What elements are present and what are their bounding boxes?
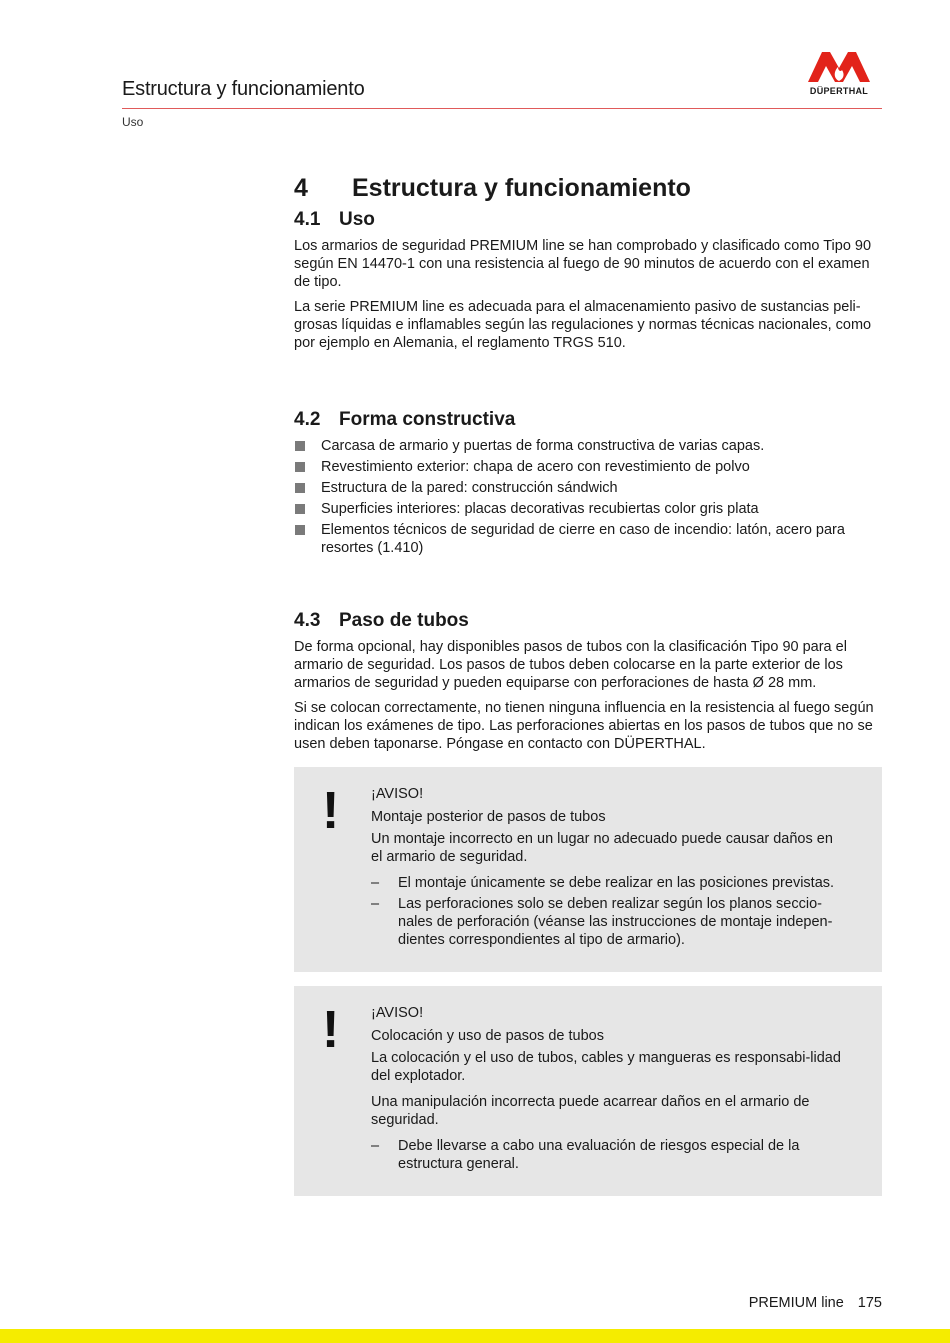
footer-product: PREMIUM line [748,1295,844,1311]
section-heading-forma-constructiva [294,409,882,431]
chapter-title: Estructura y funcionamiento [352,174,691,202]
section-heading-paso-de-tubos [294,610,882,632]
exclamation-icon: ! [322,1001,340,1059]
duperthal-logo [800,48,878,100]
section-title: Uso [339,209,375,230]
flame-logo-icon [800,48,878,84]
paragraph: Los armarios de seguridad PREMIUM line se han comprobado y clasificado como Tipo 90 según EN 14470-1 con una resistencia al fuego de 90 minutos de acuerdo con el examen de tipo. [294,238,872,290]
notice-label: ¡AVISO! [371,1005,424,1021]
page-number: 175 [857,1295,882,1311]
section-title: Forma constructiva [339,409,516,430]
dash-bullet: – [371,875,380,891]
list-item: Estructura de la pared: construcción sándwich [294,479,882,497]
section-heading-uso [294,209,882,231]
chapter-number: 4 [294,174,308,202]
bullet-list [294,437,882,557]
square-bullet-icon [295,483,305,493]
section-number: 4.3 [294,610,321,631]
footer-color-bar [0,1329,950,1343]
exclamation-icon: ! [322,782,340,840]
notice-paragraph: La colocación y el uso de tubos, cables y mangueras es responsabi-lidad del explotador. [371,1050,841,1084]
header-title: Estructura y funcionamiento [122,78,365,100]
notice-paragraph: Una manipulación incorrecta puede acarrear daños en el armario de seguridad. [371,1094,810,1128]
square-bullet-icon [295,441,305,451]
notice-subtitle: Colocación y uso de pasos de tubos [371,1028,604,1044]
header-subtitle: Uso [122,115,144,129]
list-item: – Debe llevarse a cabo una evaluación de riesgos especial de la estructura general. [371,1138,800,1172]
dash-bullet: – [371,896,380,912]
list-item: Superficies interiores: placas decorativas recubiertas color gris plata [294,500,882,518]
notice-paragraph: Un montaje incorrecto en un lugar no adecuado puede causar daños en el armario de seguridad. [371,831,833,865]
list-item: Elementos técnicos de seguridad de cierre en caso de incendio: latón, acero para resortes (1.410) [294,521,882,557]
paragraph: De forma opcional, hay disponibles pasos de tubos con la clasificación Tipo 90 para el armario de seguridad. Los pasos de tubos deben colocarse en la parte exterior de los armarios de seguridad y pueden equiparse con perforaciones de hasta Ø 28 mm. [294,639,847,691]
list-item: – El montaje únicamente se debe realizar en las posiciones previstas. [371,875,835,891]
section-number: 4.2 [294,409,321,430]
notice-subtitle: Montaje posterior de pasos de tubos [371,809,606,825]
list-item: Carcasa de armario y puertas de forma constructiva de varias capas. [294,437,882,455]
dash-list [371,874,842,949]
paragraph: Si se colocan correctamente, no tienen ninguna influencia en la resistencia al fuego según indican los exámenes de tipo. Las perforaciones abiertas en los pasos de tubos que no se usen deben taponarse. Póngase en contacto con DÜPERTHAL. [294,700,874,752]
square-bullet-icon [295,504,305,514]
square-bullet-icon [295,525,305,535]
dash-bullet: – [371,1138,380,1154]
list-item: Revestimiento exterior: chapa de acero con revestimiento de polvo [294,458,882,476]
notice-label: ¡AVISO! [371,786,424,802]
square-bullet-icon [295,462,305,472]
dash-list [371,1137,842,1173]
header-divider [122,108,882,109]
section-number: 4.1 [294,209,321,230]
list-item: – Las perforaciones solo se deben realizar según los planos seccio-nales de perforación (véanse las instrucciones de montaje indepen-dientes correspondientes al tipo de armario). [371,896,833,948]
paragraph: La serie PREMIUM line es adecuada para el almacenamiento pasivo de sustancias peli-grosas líquidas e inflamables según las regulaciones y normas técnicas nacionales, como por ejemplo en Alemania, el reglamento TRGS 510. [294,299,872,351]
section-title: Paso de tubos [339,610,469,631]
footer [749,1295,882,1311]
notice-box [294,986,882,1196]
chapter-heading [294,174,882,203]
logo-wordmark: DÜPERTHAL [809,86,869,96]
notice-box [294,767,882,972]
main-content [294,174,882,1196]
